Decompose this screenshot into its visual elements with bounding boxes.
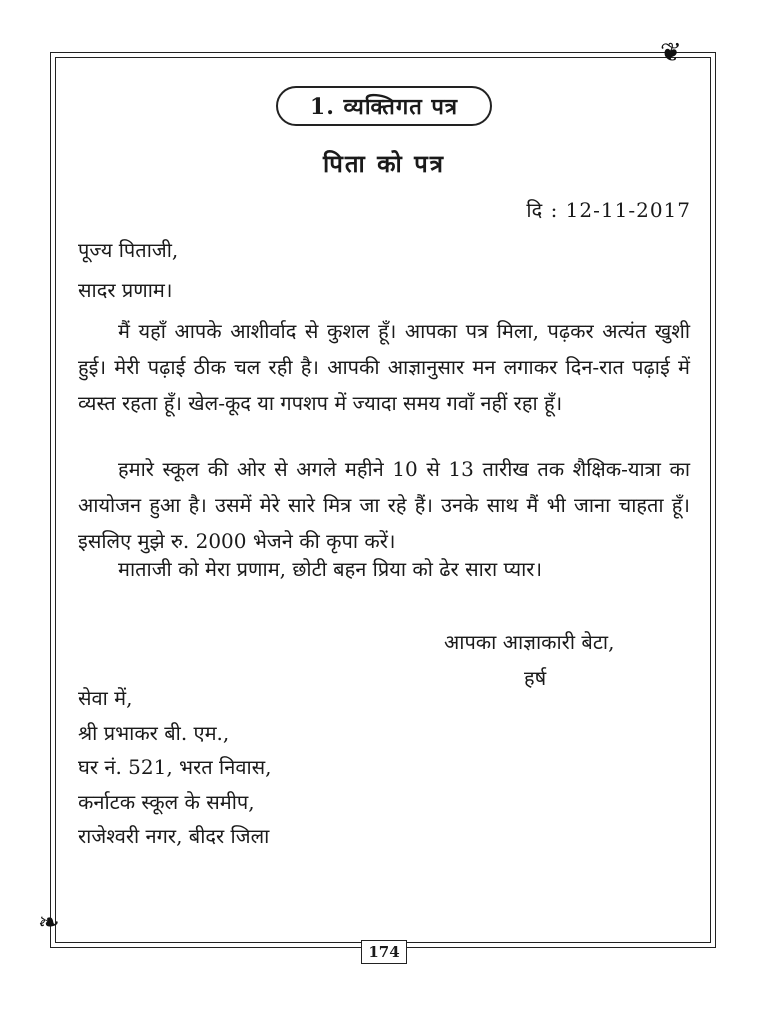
letter-paragraph: हमारे स्कूल की ओर से अगले महीने 10 से 13 तारीख तक शैक्षिक-यात्रा का आयोजन हुआ है। उसमें मेरे सारे मित्र जा रहे हैं। उनके साथ मैं भी जाना चाहता हूँ। इसलिए मुझे रु. 2000 भेजने की कृपा करें।: [78, 457, 690, 553]
letter-signature: हर्ष: [524, 666, 547, 690]
page-number: [361, 940, 407, 964]
address-line: घर नं. 521, भरत निवास,: [78, 755, 272, 779]
page-number-value: 174: [368, 943, 400, 961]
recipient-address: [78, 681, 272, 854]
address-line: कर्नाटक स्कूल के समीप,: [78, 789, 255, 814]
letter-closing: आपका आज्ञाकारी बेटा,: [444, 630, 615, 654]
chapter-heading: [276, 86, 492, 126]
address-line: श्री प्रभाकर बी. एम.,: [78, 720, 230, 745]
letter-paragraph: मैं यहाँ आपके आशीर्वाद से कुशल हूँ। आपका पत्र मिला, पढ़कर अत्यंत खुशी हुई। मेरी पढ़ाई ठीक चल रही है। आपकी आज्ञानुसार मन लगाकर दिन-रात पढ़ाई में व्यस्त रहता हूँ। खेल-कूद या गपशप में ज्यादा समय गवाँ नहीं रहा हूँ।: [78, 319, 690, 415]
flourish-ornament-icon: ❦: [660, 38, 682, 68]
letter-title: पिता को पत्र: [323, 149, 445, 178]
address-line: सेवा में,: [78, 686, 133, 710]
address-line: राजेश्वरी नगर, बीदर जिला: [78, 824, 270, 848]
letter-paragraph: माताजी को मेरा प्रणाम, छोटी बहन प्रिया को ढेर सारा प्यार।: [118, 557, 543, 581]
chapter-heading-label: 1. व्यक्तिगत पत्र: [309, 94, 459, 120]
flourish-ornament-icon: ❧: [38, 908, 60, 938]
letter-salutation: पूज्य पिताजी,: [78, 238, 179, 262]
letter-greeting: सादर प्रणाम।: [78, 278, 173, 302]
letter-date: दि : 12-11-2017: [526, 198, 691, 222]
